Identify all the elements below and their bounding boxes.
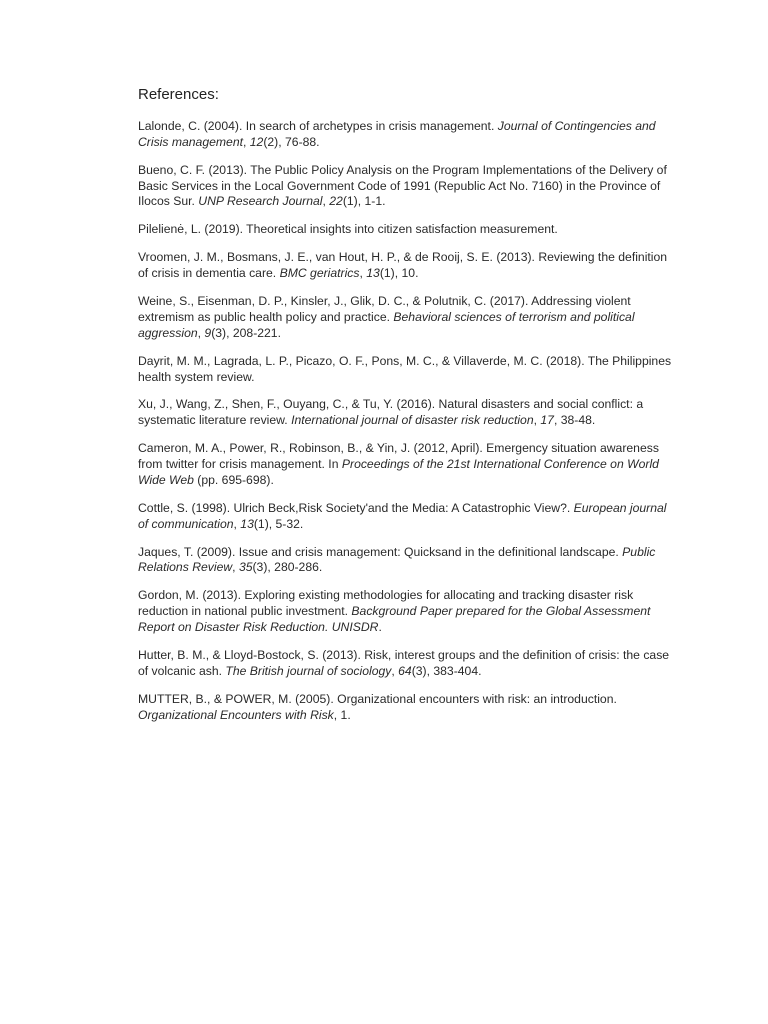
reference-text: Xu, J., Wang, Z., Shen, F., Ouyang, C., & Tu, Y. (2016). Natural disasters and social conflict: a systematic literature review. [138, 397, 644, 428]
reference-entry [138, 397, 678, 429]
reference-text: Bueno, C. F. (2013). The Public Policy Analysis on the Program Implementations of the Delivery of Basic Services in the Local Government Code of 1991 (Republic Act No. 7160) in the Province of Ilocos Sur. [138, 162, 667, 209]
reference-text: Cameron, M. A., Power, R., Robinson, B., & Yin, J. (2012, April). Emergency situation awareness from twitter for crisis management. In [138, 441, 659, 472]
reference-italic-text: 22 [329, 194, 343, 209]
reference-text: Dayrit, M. M., Lagrada, L. P., Picazo, O. F., Pons, M. C., & Villaverde, M. C. (2018). The Philippines health system review. [138, 353, 672, 384]
reference-entry [138, 354, 678, 386]
reference-text: Cottle, S. (1998). Ulrich Beck,Risk Society'and the Media: A Catastrophic View?. [138, 500, 574, 515]
reference-text: MUTTER, B., & POWER, M. (2005). Organizational encounters with risk: an introduction. [138, 691, 617, 706]
reference-text: , [359, 266, 367, 281]
reference-entry [138, 119, 678, 151]
reference-text: Lalonde, C. (2004). In search of archetypes in crisis management. [138, 119, 498, 133]
reference-entry [138, 692, 678, 724]
reference-text: (2), 76-88. [263, 134, 320, 149]
reference-text: , [243, 134, 250, 149]
reference-text: Pilelienė, L. (2019). Theoretical insights into citizen satisfaction measurement. [138, 222, 558, 237]
reference-text: , [533, 413, 541, 428]
reference-italic-text: 9 [204, 325, 212, 340]
reference-text: Vroomen, J. M., Bosmans, J. E., van Hout, H. P., & de Rooij, S. E. (2013). Reviewing the definition of crisis in dementia care. [138, 250, 668, 281]
reference-text: (1), 10. [379, 266, 419, 281]
reference-italic-text: Organizational Encounters with Risk [138, 707, 334, 722]
reference-text: Weine, S., Eisenman, D. P., Kinsler, J., Glik, D. C., & Polutnik, C. (2017). Addressing violent extremism as public health policy and practice. [138, 294, 631, 324]
reference-italic-text: International journal of disaster risk reduction [291, 413, 534, 428]
reference-list [138, 119, 678, 736]
reference-entry [138, 545, 678, 577]
reference-text: . [378, 620, 382, 634]
reference-entry [138, 501, 678, 533]
reference-text: , 1. [333, 707, 351, 722]
reference-italic-text: 64 [398, 663, 412, 678]
reference-text: (3), 383-404. [411, 663, 482, 678]
reference-text: , 38-48. [553, 413, 596, 428]
reference-text: Jaques, T. (2009). Issue and crisis management: Quicksand in the definitional landscape. [138, 544, 623, 559]
reference-text: (pp. 695-698). [193, 472, 274, 487]
reference-italic-text: 12 [249, 134, 264, 149]
reference-text: , [391, 663, 399, 678]
reference-italic-text: 35 [238, 560, 253, 575]
reference-entry [138, 222, 678, 238]
reference-text: , [197, 325, 205, 340]
reference-italic-text: 17 [540, 413, 554, 428]
reference-italic-text: BMC geriatrics [279, 266, 360, 281]
reference-italic-text: Background Paper prepared for the Global Assessment Report on Disaster Risk Reduction. UNISDR [138, 604, 651, 634]
reference-italic-text: 13 [240, 516, 254, 531]
reference-italic-text: Journal of Contingencies and Crisis management [138, 119, 656, 149]
reference-italic-text: European journal of communication [138, 500, 667, 531]
reference-text: , [232, 560, 239, 575]
reference-text: (1), 1-1. [342, 194, 386, 209]
reference-italic-text: Public Relations Review [138, 544, 656, 575]
reference-entry [138, 163, 678, 210]
reference-italic-text: 13 [366, 266, 380, 281]
reference-text: , [233, 516, 241, 531]
reference-text: (1), 5-32. [253, 516, 304, 531]
reference-italic-text: The British journal of sociology [225, 663, 392, 678]
reference-text: , [322, 194, 330, 209]
reference-entry [138, 648, 678, 680]
reference-text: (3), 208-221. [211, 325, 281, 340]
references-heading: References: [138, 86, 219, 103]
reference-entry [138, 441, 678, 488]
reference-text: (3), 280-286. [252, 560, 323, 575]
reference-entry [138, 294, 678, 341]
reference-italic-text: Behavioral sciences of terrorism and political aggression [138, 309, 635, 340]
reference-entry [138, 250, 678, 282]
reference-text: Hutter, B. M., & Lloyd-Bostock, S. (2013). Risk, interest groups and the definition of crisis: the case of volcanic ash. [138, 647, 670, 678]
reference-text: Gordon, M. (2013). Exploring existing methodologies for allocating and tracking disaster risk reduction in national public investment. [138, 588, 634, 619]
reference-entry [138, 588, 678, 635]
reference-italic-text: Proceedings of the 21st International Conference on World Wide Web [138, 457, 659, 487]
reference-italic-text: UNP Research Journal [198, 194, 323, 209]
